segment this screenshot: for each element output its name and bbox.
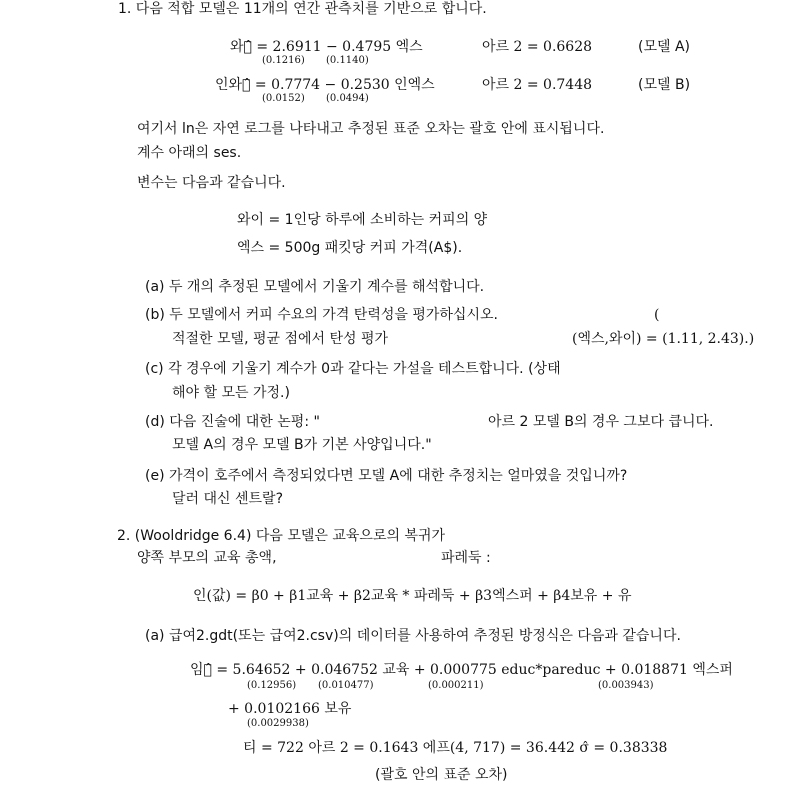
question-1e-line2: 달러 대신 센트랄? <box>172 491 283 507</box>
model-b-equation: 인와이̂ = 0.7774 − 0.2530 인엑스 <box>215 77 435 93</box>
note-log-se: 여기서 ln은 자연 로그를 나타내고 추정된 표준 오차는 괄호 안에 표시됩니다. <box>137 121 605 137</box>
estimated-equation-line1: 임금̂ = 5.64652 + 0.046752 교육 + 0.000775 educ*pareduc + 0.018871 엑스퍼 <box>190 662 733 678</box>
se-exper: (0.003943) <box>598 680 654 691</box>
model-b-se-intercept: (0.0152) <box>262 93 305 104</box>
model-a-r-squared: 아르 2 = 0.6628 <box>482 39 593 55</box>
question-1d-line2: 모델 A의 경우 모델 B가 기본 사양입니다." <box>172 437 432 453</box>
question-1b-line2: 적절한 모델, 평균 점에서 탄성 평가 <box>172 331 389 347</box>
model-b-r-squared: 아르 2 = 0.7448 <box>482 77 593 93</box>
variable-y-definition: 와이 = 1인당 하루에 소비하는 커피의 양 <box>237 212 488 228</box>
se-educ: (0.010477) <box>318 680 374 691</box>
q2-intro-pareduc: 파레둑 : <box>441 550 491 566</box>
question-1b-line1: (b) 두 모델에서 커피 수요의 가격 탄력성을 평가하십시오. <box>145 307 498 323</box>
model-a-label: (모델 A) <box>638 39 690 55</box>
q2-intro-line2: 양쪽 부모의 교육 총액, <box>137 550 277 566</box>
model-a-equation: 와이̂ = 2.6911 − 0.4795 엑스 <box>230 39 423 55</box>
q1-intro: 1. 다음 적합 모델은 11개의 연간 관측치를 기반으로 합니다. <box>118 1 487 17</box>
se-tenure: (0.0029938) <box>247 718 309 729</box>
question-1a: (a) 두 개의 추정된 모델에서 기울기 계수를 해석합니다. <box>145 279 485 295</box>
question-1d-claim: 아르 2 모델 B의 경우 그보다 큽니다. <box>488 414 714 430</box>
question-1e-line1: (e) 가격이 호주에서 측정되었다면 모델 A에 대한 추정치는 얼마였을 것입니까? <box>145 468 628 484</box>
se-educ-pareduc: (0.000211) <box>428 680 484 691</box>
question-1c-line1: (c) 각 경우에 기울기 계수가 0과 같다는 가설을 테스트합니다. (상태 <box>145 361 561 377</box>
question-1b-paren: ( <box>654 307 660 323</box>
model-a-se-intercept: (0.1216) <box>262 55 305 66</box>
regression-statistics: 티 = 722 아르 2 = 0.1643 에프(4, 717) = 36.442 σ̂ = 0.38338 <box>243 740 668 756</box>
se-intercept: (0.12956) <box>247 680 297 691</box>
model-a-se-slope: (0.1140) <box>326 55 369 66</box>
standard-error-note: (괄호 안의 표준 오차) <box>375 767 508 783</box>
question-1d-line1: (d) 다음 진술에 대한 논평: " <box>145 414 320 430</box>
variables-intro: 변수는 다음과 같습니다. <box>137 175 286 191</box>
variable-x-definition: 엑스 = 500g 패킷당 커피 가격(A$). <box>237 240 463 256</box>
question-1c-line2: 해야 할 모든 가정.) <box>172 385 290 401</box>
question-2a: (a) 급여2.gdt(또는 급여2.csv)의 데이터를 사용하여 추정된 방정식은 다음과 같습니다. <box>145 628 681 644</box>
model-b-se-slope: (0.0494) <box>326 93 369 104</box>
q2-intro-line1: 2. (Wooldridge 6.4) 다음 모델은 교육으로의 복귀가 <box>117 528 446 544</box>
estimated-equation-line2: + 0.0102166 보유 <box>228 701 352 717</box>
model-b-label: (모델 B) <box>638 77 691 93</box>
q2-model-equation: 인(값) = β0 + β1교육 + β2교육 * 파레둑 + β3엑스퍼 + β4보유 + 유 <box>193 588 632 604</box>
question-1b-mean-point: (엑스,와이) = (1.11, 2.43).) <box>572 331 755 347</box>
note-ses: 계수 아래의 ses. <box>137 145 242 161</box>
